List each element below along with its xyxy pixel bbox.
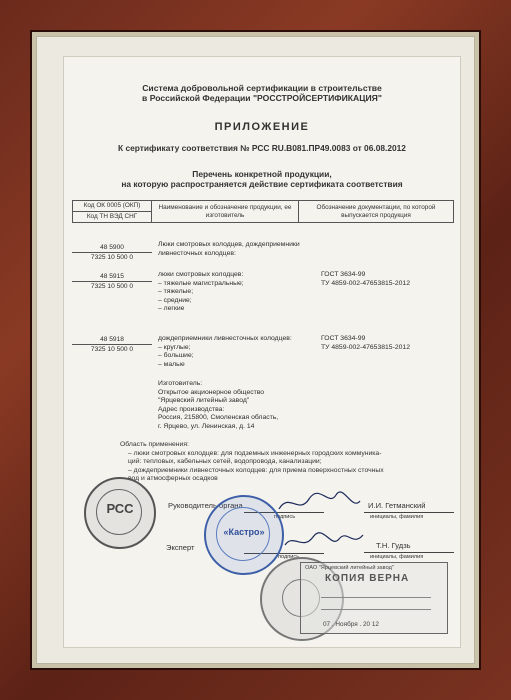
certificate-reference: К сертификату соответствия № РСС RU.B081.ПР49.0083 от 06.08.2012 [118, 143, 406, 153]
document-title: ПРИЛОЖЕНИЕ [214, 121, 310, 133]
product-list-title: Перечень конкретной продукции, на которую распространяется действие сертификата соответствия [121, 169, 403, 189]
name-line [364, 512, 454, 513]
row-doc: ГОСТ 3634-99 ТУ 4859-002-47653815-2012 [321, 271, 410, 287]
head-name: И.И. Гетманский [368, 501, 426, 510]
issuer-header: Система добровольной сертификации в строительстве в Российской Федерации "РОССТРОЙСЕРТИФИКАЦИЯ" [142, 83, 382, 103]
row-codes: 48 5900 7325 10 500 0 [72, 243, 152, 262]
manufacturer-block: Изготовитель: Открытое акционерное общество "Ярцевский литейный завод" Адрес производства: Россия, 215800, Смоленская область, г. Ярцево, ул. Ленинская, д. 14 [158, 380, 279, 430]
copy-verified-stamp: ОАО "Ярцевский литейный завод" КОПИЯ ВЕРНА 07 . Ноября . 20 12 [300, 562, 448, 634]
product-table-header [72, 200, 454, 223]
kastro-stamp [204, 495, 284, 575]
row-doc: ГОСТ 3634-99 ТУ 4859-002-47653815-2012 [321, 335, 410, 351]
rss-stamp-text: РСС [106, 501, 134, 516]
kastro-stamp-text: «Кастро» [223, 527, 265, 537]
row-codes: 48 5918 7325 10 500 0 [72, 335, 152, 354]
row-name: Люки смотровых колодцев, дождеприемники ливнесточных колодцев: [158, 241, 300, 257]
expert-name: Т.Н. Гудзь [376, 541, 411, 550]
signature-sub: подпись [274, 514, 296, 520]
header-tn: Код ТН ВЭД СНГ [73, 212, 152, 223]
head-name-sub: инициалы, фамилия [370, 514, 424, 520]
expert-label: Эксперт [166, 543, 195, 552]
row-name: люки смотровых колодцев: – тяжелые магистральные; – тяжелые; – средние; – легкие [158, 271, 244, 312]
name-line [364, 552, 454, 553]
scope-title: Область применения: [120, 441, 189, 448]
scope-items: – люки смотровых колодцев: для подземных инженерных городских коммуника- ций: тепловых, кабельных сетей, водопровода, канализации; – дождеприемники ливнесточных колодцев: для приема поверхностных сточных вод и атмосферных осадков [128, 450, 384, 483]
head-signature-icon [274, 487, 364, 517]
header-okp: Код ОК 0005 (ОКП) [73, 201, 152, 212]
expert-name-sub: инициалы, фамилия [370, 554, 424, 560]
expert-signature-icon [279, 527, 369, 555]
expert-signature-sub: подпись [278, 554, 300, 560]
row-name: дождеприемники ливнесточных колодцев: – круглые; – большие; – малые [158, 335, 292, 368]
head-label: Руководитель органа [168, 501, 243, 510]
header-name: Наименование и обозначение продукции, ее изготовитель [152, 201, 299, 223]
rss-stamp [84, 477, 156, 549]
header-doc: Обозначение документации, по которой выпускается продукция [299, 201, 454, 223]
certificate-document [63, 56, 461, 648]
row-codes: 48 5915 7325 10 500 0 [72, 272, 152, 291]
